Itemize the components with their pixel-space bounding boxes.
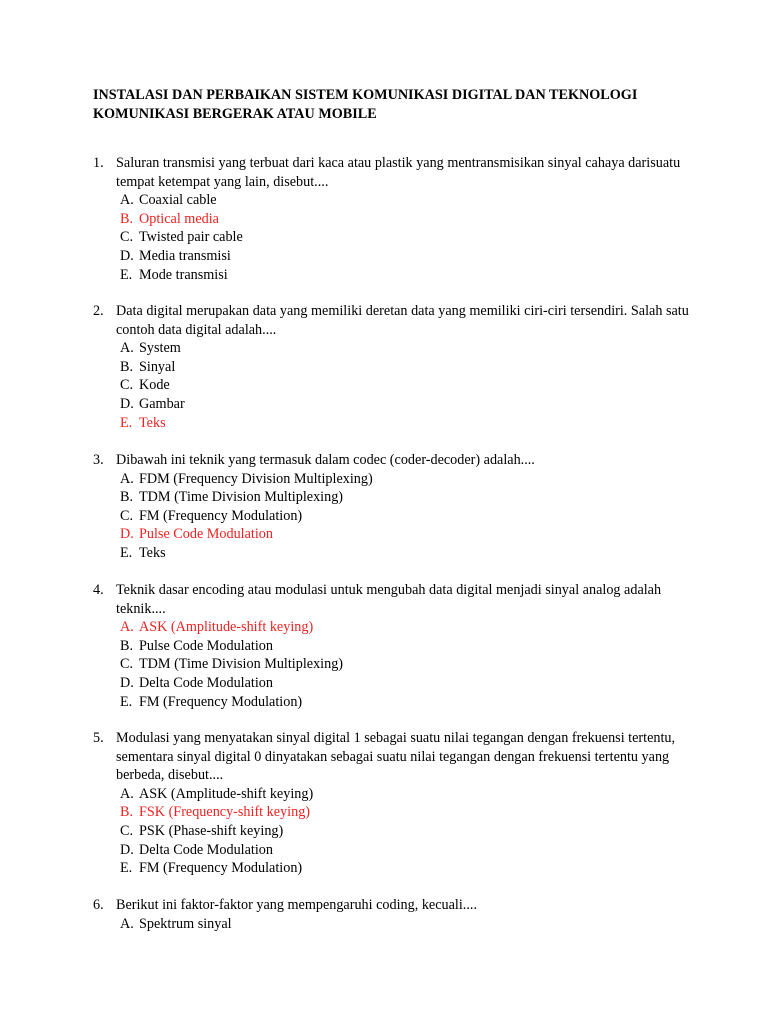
question-number: 6. <box>93 897 104 913</box>
option-a <box>120 339 693 358</box>
option-text: Teks <box>139 414 166 431</box>
option-c <box>120 822 693 841</box>
option-letter: C. <box>120 229 134 246</box>
option-a <box>120 915 693 934</box>
option-a <box>120 618 693 637</box>
option-letter: A. <box>120 470 134 487</box>
question-number: 5. <box>93 730 104 746</box>
option-letter: A. <box>120 340 134 357</box>
option-e <box>120 693 693 712</box>
option-letter: E. <box>120 414 133 431</box>
option-d <box>120 395 693 414</box>
option-letter: B. <box>120 489 134 506</box>
question-3 <box>93 451 693 563</box>
option-e <box>120 544 693 563</box>
option-letter: C. <box>120 822 134 839</box>
option-letter: A. <box>120 915 134 932</box>
option-b <box>120 488 693 507</box>
option-text: TDM (Time Division Multiplexing) <box>139 656 344 673</box>
option-letter: A. <box>120 619 134 636</box>
option-c <box>120 507 693 526</box>
question-text: Saluran transmisi yang terbuat dari kaca atau plastik yang mentransmisikan sinyal cahaya darisuatu tempat ketempat yang lain, disebut.... <box>116 155 681 190</box>
option-text: ASK (Amplitude-shift keying) <box>139 619 314 636</box>
option-d <box>120 841 693 860</box>
option-text: Sinyal <box>139 358 176 375</box>
option-a <box>120 785 693 804</box>
option-letter: C. <box>120 377 134 394</box>
option-a <box>120 191 693 210</box>
question-text: Teknik dasar encoding atau modulasi untuk mengubah data digital menjadi sinyal analog adalah teknik.... <box>116 582 662 617</box>
question-text: Dibawah ini teknik yang termasuk dalam codec (coder-decoder) adalah.... <box>116 452 535 468</box>
question-number: 3. <box>93 452 104 468</box>
option-text: Pulse Code Modulation <box>139 637 273 654</box>
option-text: System <box>139 340 181 357</box>
option-e <box>120 266 693 285</box>
question-4 <box>93 581 693 711</box>
option-d <box>120 525 693 544</box>
option-list <box>120 191 693 284</box>
option-list <box>120 339 693 432</box>
option-e <box>120 414 693 433</box>
option-text: Mode transmisi <box>139 266 228 283</box>
option-letter: A. <box>120 192 134 209</box>
option-d <box>120 247 693 266</box>
option-text: ASK (Amplitude-shift keying) <box>139 785 314 802</box>
question-text: Data digital merupakan data yang memiliki deretan data yang memiliki ciri-ciri tersendiri. Salah satu contoh data digital adalah.... <box>116 303 689 338</box>
question-2 <box>93 302 693 432</box>
option-text: Gambar <box>139 395 185 412</box>
option-letter: C. <box>120 656 134 673</box>
option-text: Coaxial cable <box>139 192 217 209</box>
question-number: 4. <box>93 582 104 598</box>
option-letter: D. <box>120 395 134 412</box>
option-list <box>120 915 693 934</box>
option-letter: E. <box>120 266 133 283</box>
question-number: 2. <box>93 303 104 319</box>
option-letter: D. <box>120 674 134 691</box>
option-text: Spektrum sinyal <box>139 915 232 932</box>
option-text: FM (Frequency Modulation) <box>139 860 303 877</box>
question-text: Berikut ini faktor-faktor yang mempengaruhi coding, kecuali.... <box>116 897 477 913</box>
option-letter: D. <box>120 526 134 543</box>
option-letter: E. <box>120 544 133 561</box>
option-letter: B. <box>120 210 134 227</box>
option-list <box>120 470 693 563</box>
option-a <box>120 470 693 489</box>
option-d <box>120 674 693 693</box>
option-letter: A. <box>120 785 134 802</box>
option-letter: D. <box>120 247 134 264</box>
option-letter: E. <box>120 860 133 877</box>
option-c <box>120 655 693 674</box>
option-letter: C. <box>120 507 134 524</box>
document-title: INSTALASI DAN PERBAIKAN SISTEM KOMUNIKASI DIGITAL DAN TEKNOLOGI KOMUNIKASI BERGERAK ATAU MOBILE <box>93 87 638 122</box>
option-text: FSK (Frequency-shift keying) <box>139 804 311 821</box>
option-letter: B. <box>120 804 134 821</box>
option-text: FDM (Frequency Division Multiplexing) <box>139 470 373 487</box>
option-letter: B. <box>120 358 134 375</box>
question-number: 1. <box>93 155 104 171</box>
option-b <box>120 358 693 377</box>
option-text: Kode <box>139 377 170 394</box>
option-text: FM (Frequency Modulation) <box>139 507 303 524</box>
option-text: Twisted pair cable <box>139 229 243 246</box>
option-list <box>120 785 693 878</box>
option-b <box>120 803 693 822</box>
option-text: Pulse Code Modulation <box>139 526 273 543</box>
option-text: Media transmisi <box>139 247 231 264</box>
question-6 <box>93 896 693 933</box>
option-letter: B. <box>120 637 134 654</box>
option-b <box>120 210 693 229</box>
option-text: Optical media <box>139 210 219 227</box>
option-text: Delta Code Modulation <box>139 841 273 858</box>
question-5 <box>93 729 693 878</box>
question-1 <box>93 154 693 284</box>
option-letter: D. <box>120 841 134 858</box>
option-text: Delta Code Modulation <box>139 674 273 691</box>
option-text: FM (Frequency Modulation) <box>139 693 303 710</box>
option-c <box>120 376 693 395</box>
option-c <box>120 228 693 247</box>
option-letter: E. <box>120 693 133 710</box>
option-list <box>120 618 693 711</box>
option-text: Teks <box>139 544 166 561</box>
option-b <box>120 637 693 656</box>
question-text: Modulasi yang menyatakan sinyal digital 1 sebagai suatu nilai tegangan dengan frekuensi tertentu, sementara sinyal digital 0 dinyatakan sebagai suatu nilai tegangan dengan frekuensi tertentu yang berbeda, disebut.... <box>116 730 676 784</box>
option-e <box>120 859 693 878</box>
option-text: TDM (Time Division Multiplexing) <box>139 489 344 506</box>
option-text: PSK (Phase-shift keying) <box>139 822 284 839</box>
